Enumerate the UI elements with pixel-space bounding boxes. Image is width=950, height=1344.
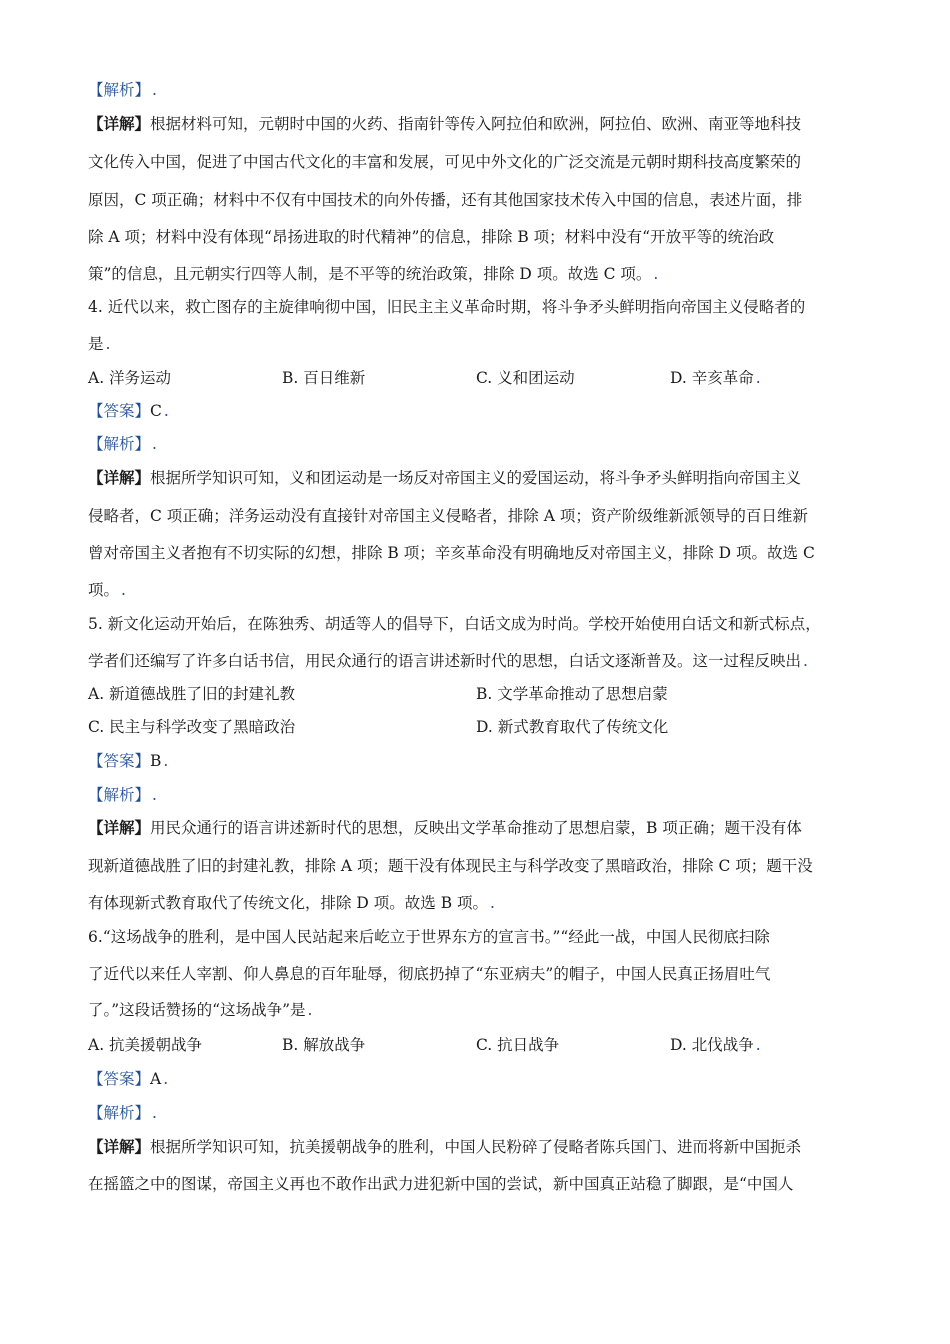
- q5-analysis: 【解析】 .: [88, 786, 157, 804]
- q4-option-d: D. 辛亥革命 .: [670, 369, 761, 387]
- q5-stem-line-1: 5. 新文化运动开始后，在陈独秀、胡适等人的倡导下，白话文成为时尚。学校开始使用白话文和新式标点，: [88, 615, 821, 633]
- q6-answer: 【答案】A .: [88, 1070, 169, 1088]
- q5-detail-line-3: 有体现新式教育取代了传统文化，排除 D 项。故选 B 项。 .: [88, 894, 495, 912]
- analysis-label: 【解析】: [88, 81, 151, 99]
- q5-answer: 【答案】B .: [88, 752, 169, 770]
- q3-detail-line-4: 除 A 项；材料中没有体现“昂扬进取的时代精神”的信息，排除 B 项；材料中没有“开放平等的统治政: [88, 228, 775, 246]
- q4-stem-line-2: 是 .: [88, 335, 111, 353]
- q6-option-a: A. 抗美援朝战争: [88, 1036, 203, 1054]
- answer-value: A: [150, 1070, 162, 1088]
- q3-detail-line-3: 原因，C 项正确；材料中不仅有中国技术的向外传播，还有其他国家技术传入中国的信息，表述片面，排: [88, 191, 803, 209]
- analysis-label: 【解析】: [88, 435, 151, 453]
- detail-label: 【详解】: [88, 114, 151, 133]
- q4-option-c: C. 义和团运动: [476, 369, 575, 387]
- q6-option-c: C. 抗日战争: [476, 1036, 560, 1054]
- q4-answer: 【答案】C .: [88, 402, 169, 420]
- q6-detail-line-1: 【详解】根据所学知识可知，抗美援朝战争的胜利，中国人民粉碎了侵略者陈兵国门、进而将新中国扼杀: [88, 1137, 802, 1156]
- q3-detail-line-5: 策”的信息，且元朝实行四等人制，是不平等的统治政策，排除 D 项。故选 C 项。 .: [88, 265, 659, 283]
- answer-label: 【答案】: [88, 402, 151, 420]
- q3-detail-line-2: 文化传入中国，促进了中国古代文化的丰富和发展，可见中外文化的广泛交流是元朝时期科技高度繁荣的: [88, 153, 802, 171]
- q6-stem-line-3: 了。”这段话赞扬的“这场战争”是 .: [88, 1001, 313, 1019]
- answer-label: 【答案】: [88, 752, 151, 770]
- q6-option-d: D. 北伐战争 .: [670, 1036, 761, 1054]
- q5-detail-line-1: 【详解】用民众通行的语言讲述新时代的思想，反映出文学革命推动了思想启蒙，B 项正确；题干没有体: [88, 818, 802, 837]
- detail-label: 【详解】: [88, 818, 151, 837]
- q4-analysis: 【解析】 .: [88, 435, 157, 453]
- detail-label: 【详解】: [88, 468, 151, 487]
- q4-stem-line-1: 4. 近代以来，救亡图存的主旋律响彻中国，旧民主主义革命时期，将斗争矛头鲜明指向帝国主义侵略者的: [88, 298, 806, 316]
- q6-stem-line-1: 6.“这场战争的胜利，是中国人民站起来后屹立于世界东方的宣言书。”“经此一战，中国人民彻底扫除: [88, 928, 770, 946]
- analysis-label: 【解析】: [88, 1104, 151, 1122]
- q5-option-a: A. 新道德战胜了旧的封建礼教: [88, 685, 296, 703]
- q6-detail-line-2: 在摇篮之中的图谋，帝国主义再也不敢作出武力进犯新中国的尝试，新中国真正站稳了脚跟，是“中国人: [88, 1175, 794, 1193]
- q4-detail-line-2: 侵略者，C 项正确；洋务运动没有直接针对帝国主义侵略者，排除 A 项；资产阶级维新派领导的百日维新: [88, 507, 808, 525]
- q5-option-d: D. 新式教育取代了传统文化: [476, 718, 669, 736]
- q5-option-b: B. 文学革命推动了思想启蒙: [476, 685, 668, 703]
- q6-analysis: 【解析】 .: [88, 1104, 157, 1122]
- q4-option-b: B. 百日维新: [282, 369, 366, 387]
- answer-value: B: [150, 752, 162, 770]
- q4-detail-line-1: 【详解】根据所学知识可知，义和团运动是一场反对帝国主义的爱国运动，将斗争矛头鲜明指向帝国主义: [88, 468, 802, 487]
- answer-value: C: [150, 402, 162, 420]
- analysis-label: 【解析】: [88, 786, 151, 804]
- q6-option-b: B. 解放战争: [282, 1036, 366, 1054]
- q4-option-a: A. 洋务运动: [88, 369, 172, 387]
- q5-detail-line-2: 现新道德战胜了旧的封建礼教，排除 A 项；题干没有体现民主与科学改变了黑暗政治，排除 C 项；题干没: [88, 857, 813, 875]
- q3-analysis: 【解析】 .: [88, 81, 157, 99]
- q3-detail-line-1: 【详解】根据材料可知，元朝时中国的火药、指南针等传入阿拉伯和欧洲，阿拉伯、欧洲、南亚等地科技: [88, 114, 802, 133]
- detail-label: 【详解】: [88, 1137, 151, 1156]
- q5-stem-line-2: 学者们还编写了许多白话书信，用民众通行的语言讲述新时代的思想，白话文逐渐普及。这一过程反映出 .: [88, 652, 808, 670]
- q4-detail-line-3: 曾对帝国主义者抱有不切实际的幻想，排除 B 项；辛亥革命没有明确地反对帝国主义，排除 D 项。故选 C: [88, 544, 815, 562]
- q5-option-c: C. 民主与科学改变了黑暗政治: [88, 718, 296, 736]
- answer-label: 【答案】: [88, 1070, 151, 1088]
- q4-detail-line-4: 项。 .: [88, 581, 126, 599]
- q6-stem-line-2: 了近代以来任人宰割、仰人鼻息的百年耻辱，彻底扔掉了“东亚病夫”的帽子，中国人民真正扬眉吐气: [88, 965, 771, 983]
